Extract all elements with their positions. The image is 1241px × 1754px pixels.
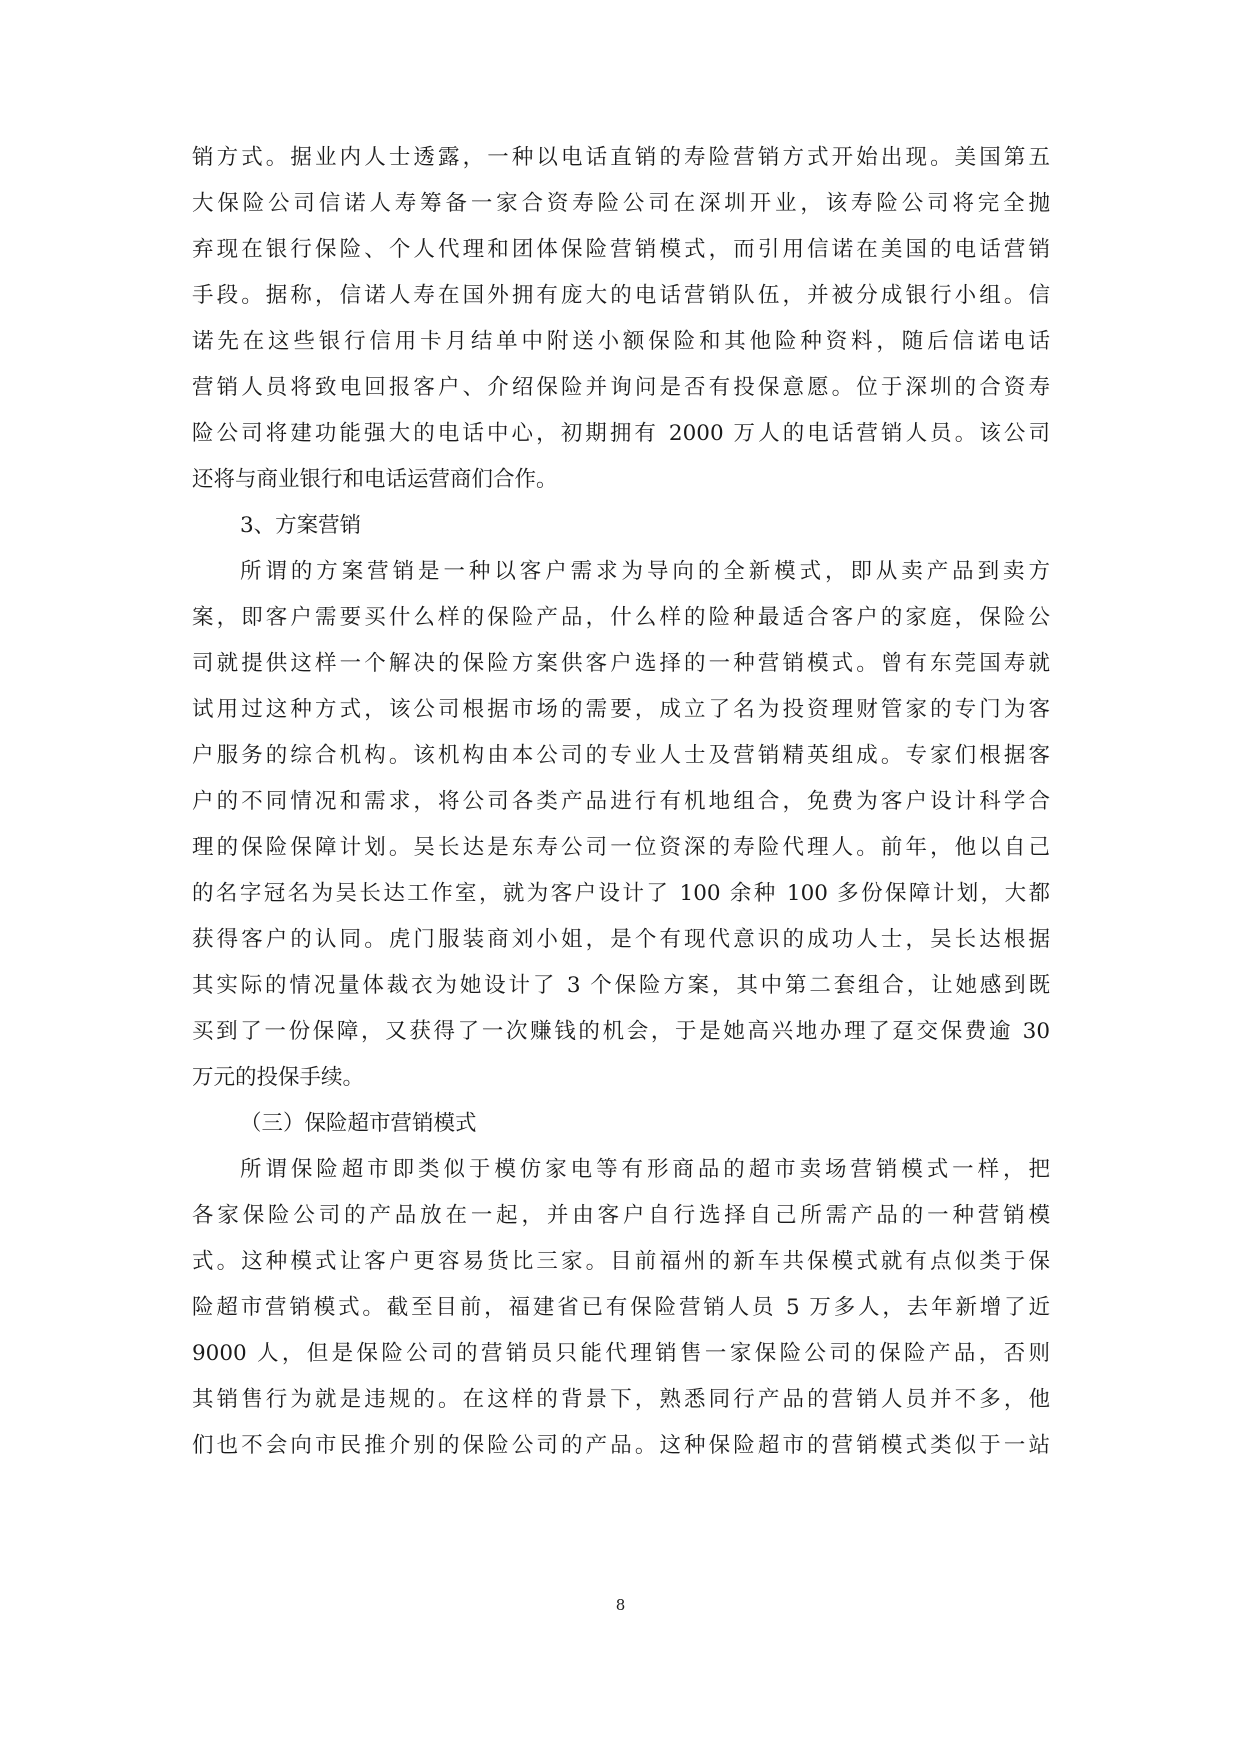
body-line: 大保险公司信诺人寿筹备一家合资寿险公司在深圳开业，该寿险公司将完全抛 — [192, 191, 1050, 216]
body-line: 理的保险保障计划。吴长达是东寿公司一位资深的寿险代理人。前年，他以自己 — [192, 835, 1050, 860]
body-line: 其销售行为就是违规的。在这样的背景下，熟悉同行产品的营销人员并不多，他 — [192, 1387, 1050, 1412]
body-line: 其实际的情况量体裁衣为她设计了 3 个保险方案，其中第二套组合，让她感到既 — [192, 973, 1050, 998]
body-line: 险超市营销模式。截至目前，福建省已有保险营销人员 5 万多人，去年新增了近 — [192, 1295, 1050, 1320]
body-line: 式。这种模式让客户更容易货比三家。目前福州的新车共保模式就有点似类于保 — [192, 1249, 1050, 1274]
body-line: 还将与商业银行和电话运营商们合作。 — [192, 467, 558, 492]
body-line: 手段。据称，信诺人寿在国外拥有庞大的电话营销队伍，并被分成银行小组。信 — [192, 283, 1050, 308]
paragraph-first-line: 所谓保险超市即类似于模仿家电等有形商品的超市卖场营销模式一样，把 — [240, 1157, 1050, 1182]
section-heading: 3、方案营销 — [240, 513, 362, 538]
body-line: 们也不会向市民推介别的保险公司的产品。这种保险超市的营销模式类似于一站 — [192, 1433, 1050, 1458]
body-line: 销方式。据业内人士透露，一种以电话直销的寿险营销方式开始出现。美国第五 — [192, 145, 1050, 170]
page-number: 8 — [615, 1596, 626, 1614]
body-line: 营销人员将致电回报客户、介绍保险并询问是否有投保意愿。位于深圳的合资寿 — [192, 375, 1050, 400]
body-line: 险公司将建功能强大的电话中心，初期拥有 2000 万人的电话营销人员。该公司 — [192, 421, 1050, 446]
paragraph-first-line: 所谓的方案营销是一种以客户需求为导向的全新模式，即从卖产品到卖方 — [240, 559, 1050, 584]
body-line: 试用过这种方式，该公司根据市场的需要，成立了名为投资理财管家的专门为客 — [192, 697, 1050, 722]
body-line: 户的不同情况和需求，将公司各类产品进行有机地组合，免费为客户设计科学合 — [192, 789, 1050, 814]
body-line: 获得客户的认同。虎门服装商刘小姐，是个有现代意识的成功人士，吴长达根据 — [192, 927, 1050, 952]
body-line: 诺先在这些银行信用卡月结单中附送小额保险和其他险种资料，随后信诺电话 — [192, 329, 1050, 354]
body-line: 万元的投保手续。 — [192, 1065, 365, 1090]
body-line: 弃现在银行保险、个人代理和团体保险营销模式，而引用信诺在美国的电话营销 — [192, 237, 1050, 262]
body-line: 9000 人，但是保险公司的营销员只能代理销售一家保险公司的保险产品，否则 — [192, 1341, 1050, 1366]
body-line: 买到了一份保障，又获得了一次赚钱的机会，于是她高兴地办理了趸交保费逾 30 — [192, 1019, 1050, 1044]
body-line: 司就提供这样一个解决的保险方案供客户选择的一种营销模式。曾有东莞国寿就 — [192, 651, 1050, 676]
body-line: 案，即客户需要买什么样的保险产品，什么样的险种最适合客户的家庭，保险公 — [192, 605, 1050, 630]
body-line: 各家保险公司的产品放在一起，并由客户自行选择自己所需产品的一种营销模 — [192, 1203, 1050, 1228]
section-heading: （三）保险超市营销模式 — [240, 1111, 477, 1136]
body-line: 户服务的综合机构。该机构由本公司的专业人士及营销精英组成。专家们根据客 — [192, 743, 1050, 768]
body-line: 的名字冠名为吴长达工作室，就为客户设计了 100 余种 100 多份保障计划，大都 — [192, 881, 1050, 906]
